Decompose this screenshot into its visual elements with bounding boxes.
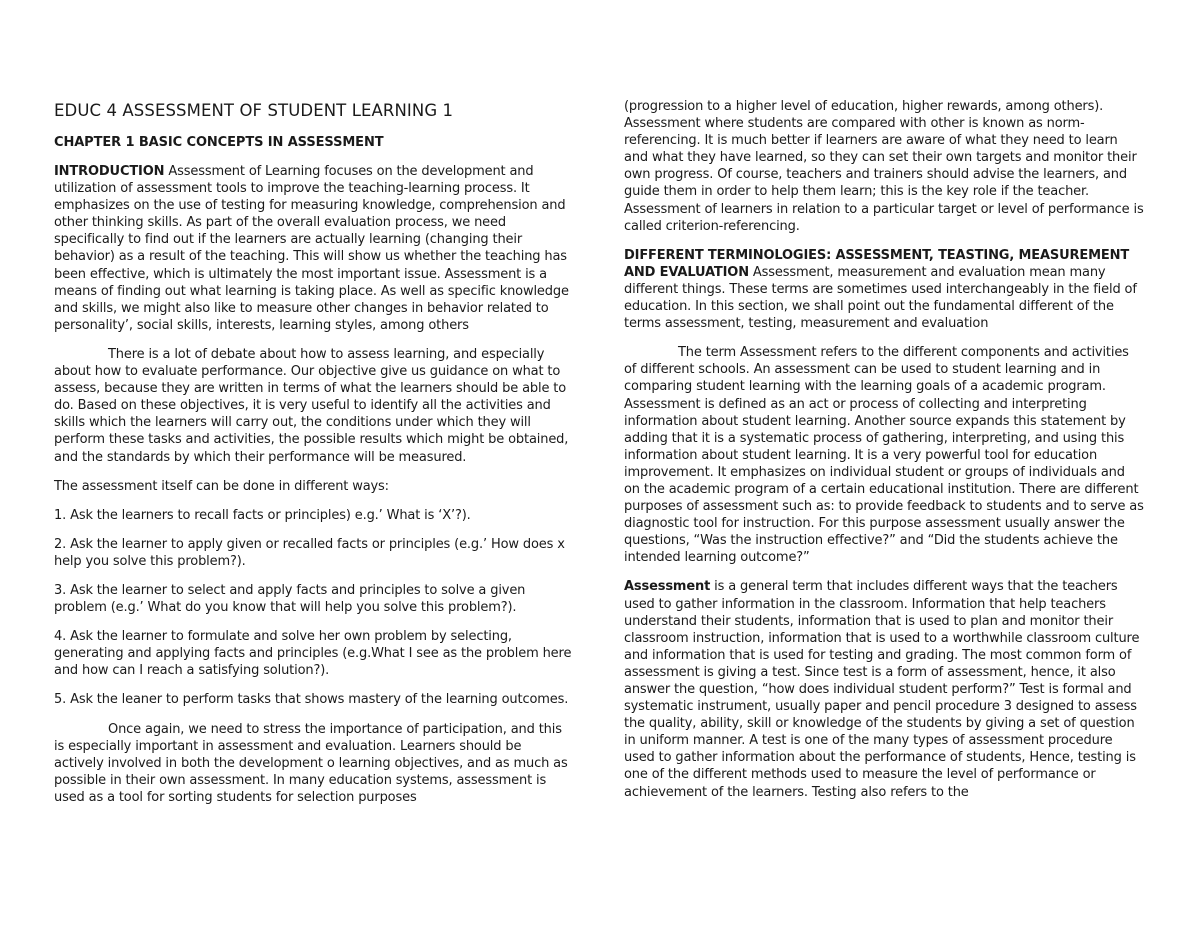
list-item-way-2: 2. Ask the learner to apply given or recalled facts or principles (e.g.’ How does x help you solve this problem?). (54, 536, 565, 569)
introduction-text: Assessment of Learning focuses on the development and utilization of assessment tools to improve the teaching-learning process. It emphasizes on the use of testing for measuring knowledge, comprehension and other thinking skills. As part of the overall evaluation process, we need specifically to find out if the learners are actually learning (changing their behavior) as a result of the teaching. This will show us whether the teaching has been effective, which is ultimately the most important issue. Assessment is a means of finding out what learning is taking place. As well as specific knowledge and skills, we might also like to measure other changes in behavior related to personality’, social skills, interests, learning styles, among others (54, 164, 569, 333)
left-column (54, 98, 574, 806)
right-column (624, 98, 1144, 801)
continuation-paragraph: (progression to a higher level of education, higher rewards, among others). Assessment where students are compared with other is known as norm-referencing. It is much better if learners are aware of what they need to learn and what they have learned, so they can set their own targets and monitor their own progress. Of course, teachers and trainers should advise the learners, and guide them in order to help them learn; this is the key role if the teacher. Assessment of learners in relation to a particular target or level of performance is called criterion-referencing. (624, 99, 1144, 234)
introduction-paragraph (54, 163, 574, 334)
participation-paragraph: Once again, we need to stress the importance of participation, and this is especially important in assessment and evaluation. Learners should be actively involved in both the development o learning objectives, and as much as possible in their own assessment. In many education systems, assessment is used as a tool for sorting students for selection purposes (54, 721, 568, 805)
document-title: EDUC 4 ASSESSMENT OF STUDENT LEARNING 1 (54, 101, 454, 120)
list-item-way-1: 1. Ask the learners to recall facts or principles) e.g.’ What is ‘X’?). (54, 507, 471, 523)
debate-paragraph: There is a lot of debate about how to assess learning, and especially about how to evaluate performance. Our objective give us guidance on what to assess, because they are written in terms of what the learners should be able to do. Based on these objectives, it is very useful to identify all the activities and skills which the learners will carry out, the conditions under which they will perform these tasks and activities, the possible results which might be obtained, and the standards by which their performance will be measured. (54, 346, 569, 465)
assessment-heading: Assessment (624, 579, 711, 595)
terminologies-heading: DIFFERENT TERMINOLOGIES: ASSESSMENT, TEASTING, MEASUREMENT AND EVALUATION (624, 247, 1130, 280)
assessment-text: is a general term that includes different ways that the teachers used to gather information in the classroom. Information that help teachers understand their students, information that is used to plan and monitor their classroom instruction, information that is used to a worthwhile classroom culture and information that is used for testing and grading. The most common form of assessment is giving a test. Since test is a form of assessment, hence, it also answer the question, “how does individual student perform?” Test is formal and systematic instrument, usually paper and pencil procedure 3 designed to assess the quality, ability, skill or knowledge of the students by giving a set of question in uniform manner. A test is one of the many types of assessment procedure used to gather information about the performance of students, Hence, testing is one of the different methods used to measure the level of performance or achievement of the learners. Testing also refers to the (624, 579, 1140, 800)
chapter-heading: CHAPTER 1 BASIC CONCEPTS IN ASSESSMENT (54, 135, 384, 150)
terminologies-text: Assessment, measurement and evaluation mean many different things. These terms are sometimes used interchangeably in the field of education. In this section, we shall point out the fundamental different of the terms assessment, testing, measurement and evaluation (624, 264, 1137, 332)
terminologies-paragraph (624, 247, 1144, 332)
list-item-way-4: 4. Ask the learner to formulate and solve her own problem by selecting, generating and applying facts and principles (e.g.What I see as the problem here and how can I reach a satisfying solution?). (54, 629, 572, 679)
term-assessment-paragraph: The term Assessment refers to the different components and activities of different schools. An assessment can be used to student learning and in comparing student learning with the learning goals of a academic program. Assessment is defined as an act or process of collecting and interpreting information about student learning. Another source expands this statement by adding that it is a systematic process of gathering, interpreting, and using this information about student learning. It is a very powerful tool for education improvement. It emphasizes on individual student or groups of individuals and on the academic program of a certain educational institution. There are different purposes of assessment such as: to provide feedback to students and to serve as diagnostic tool for instruction. For this purpose assessment usually answer the questions, “Was the instruction effective?” and “Did the students achieve the intended learning outcome?” (624, 345, 1144, 566)
list-item-way-5: 5. Ask the leaner to perform tasks that shows mastery of the learning outcomes. (54, 692, 569, 708)
list-item-way-3: 3. Ask the learner to select and apply facts and principles to solve a given problem (e.g.’ What do you know that will help you solve this problem?). (54, 582, 526, 616)
introduction-heading: INTRODUCTION (54, 164, 165, 179)
ways-intro: The assessment itself can be done in different ways: (54, 478, 389, 494)
assessment-definition-paragraph (624, 578, 1144, 800)
